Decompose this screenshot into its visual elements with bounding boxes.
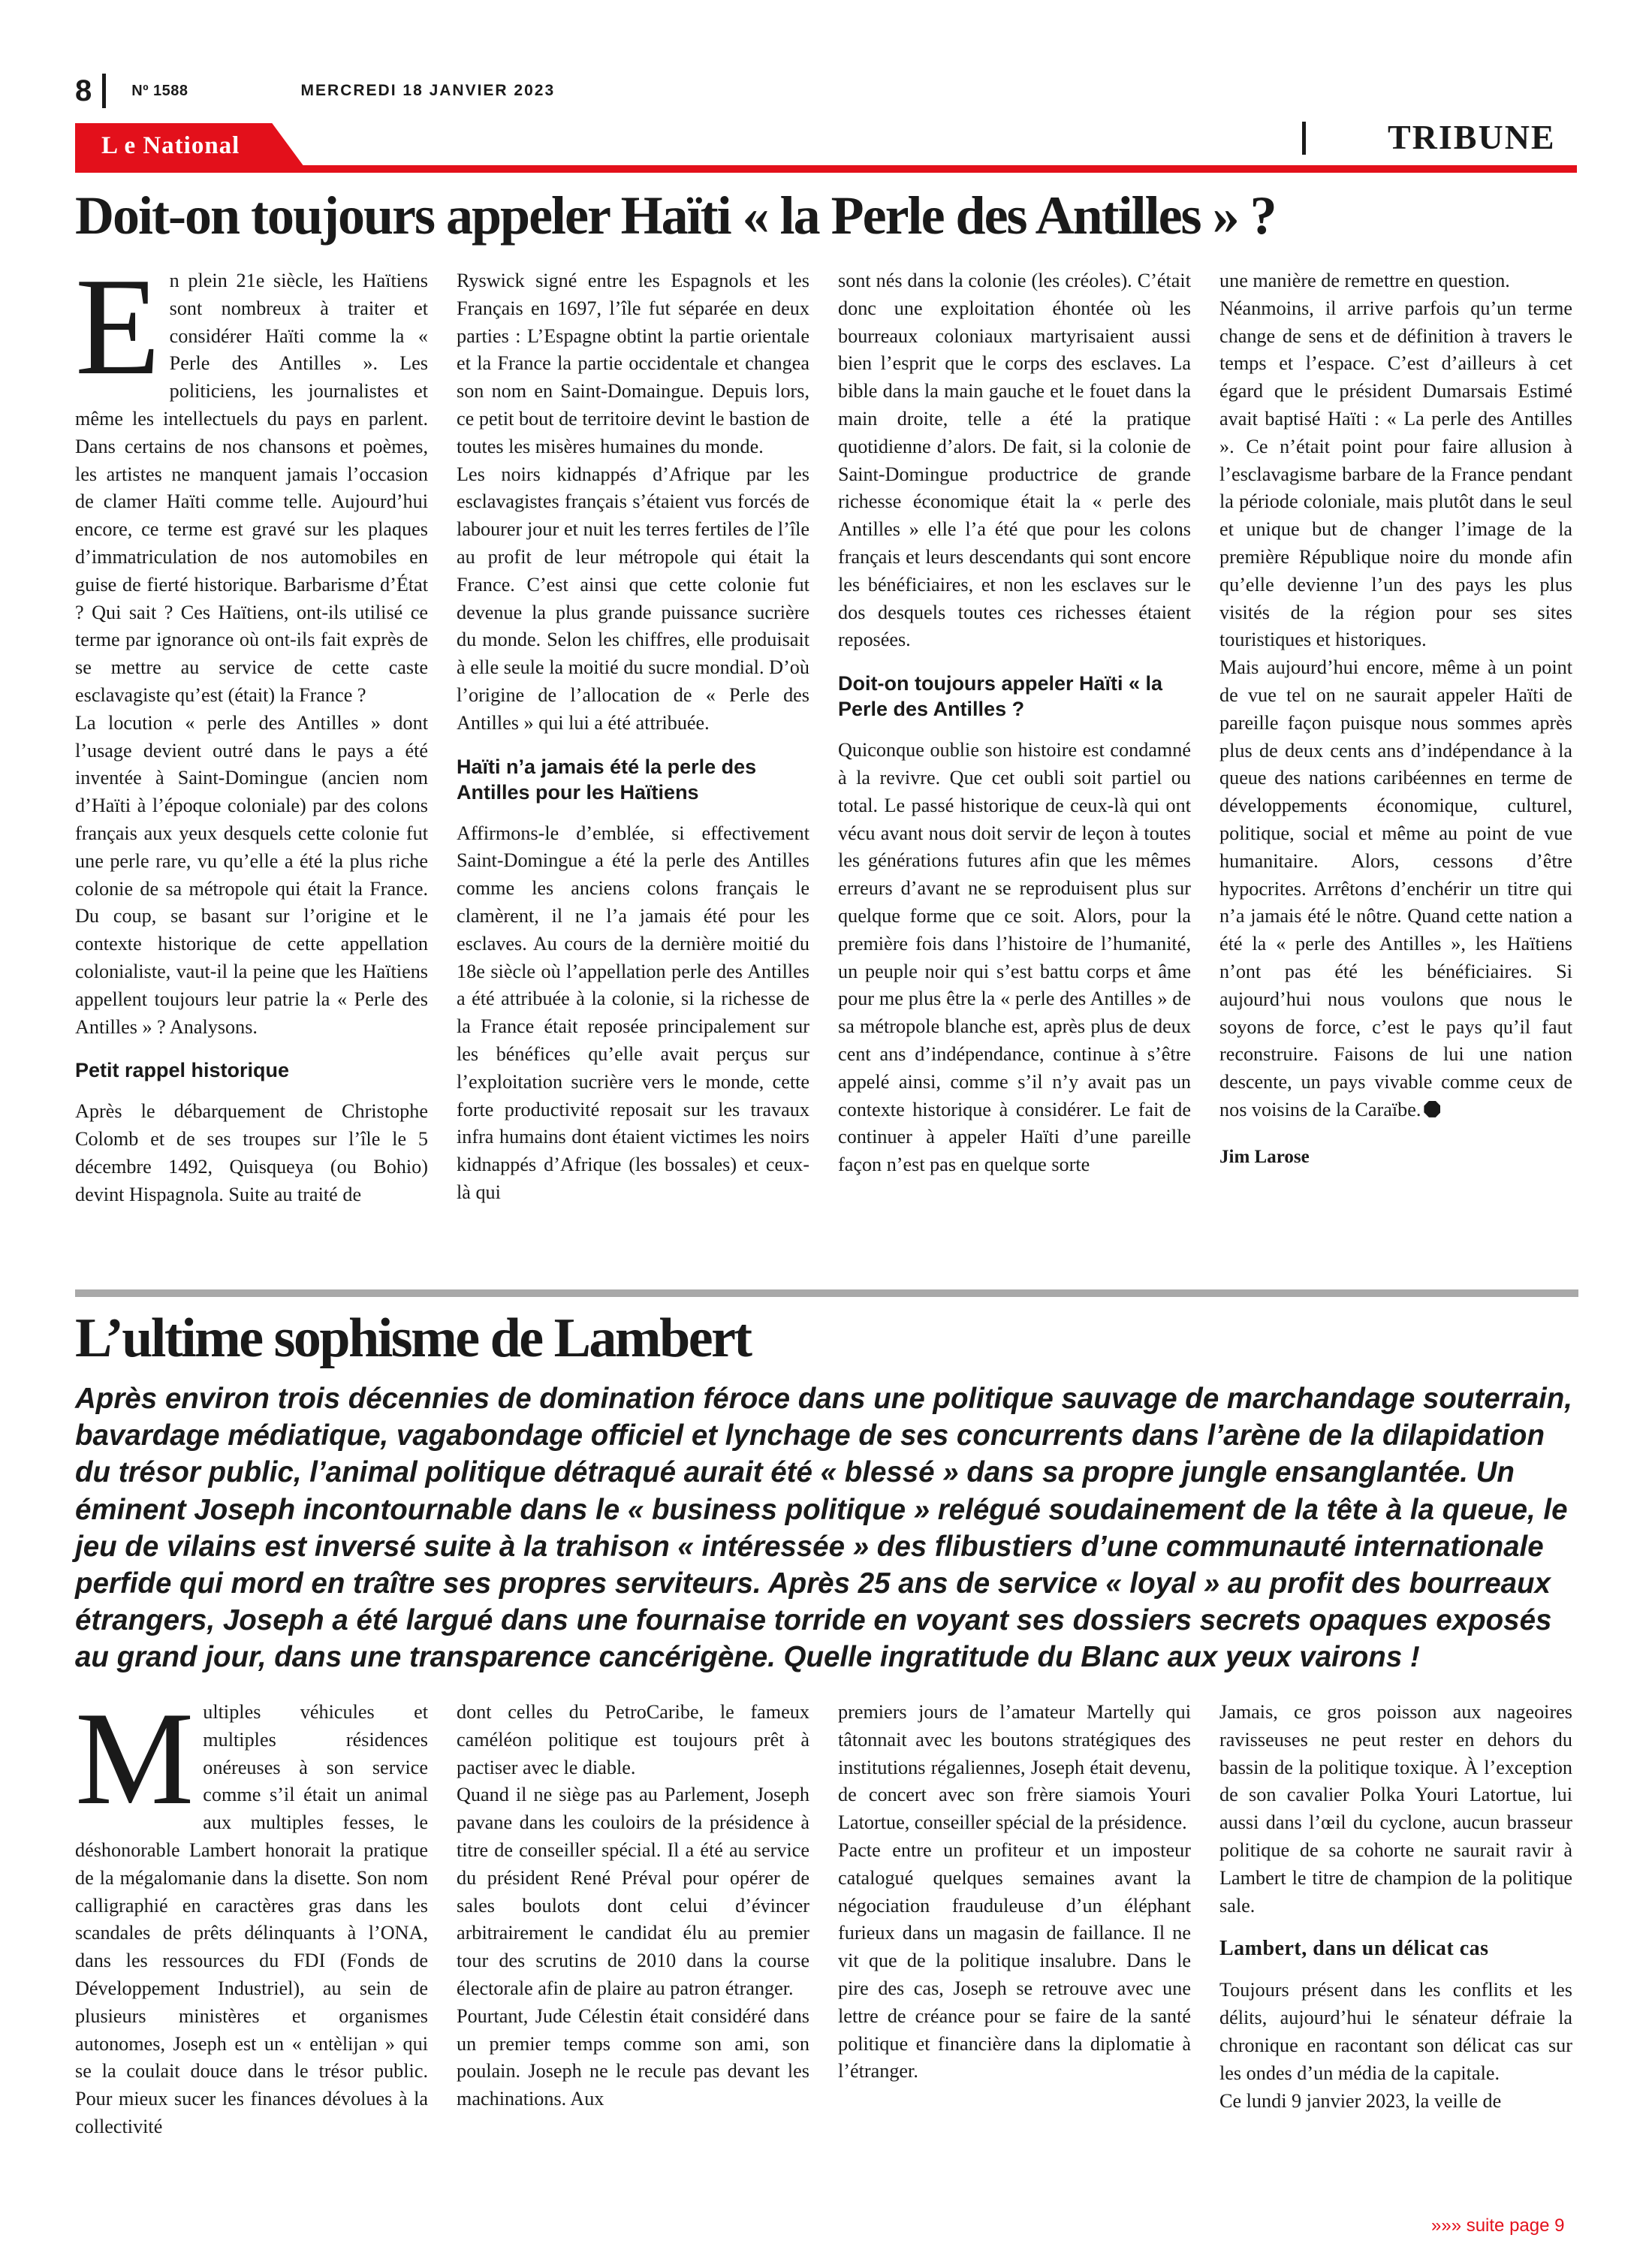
header-divider bbox=[102, 74, 106, 108]
header-rule bbox=[75, 165, 1577, 173]
article2-column-2 bbox=[457, 1699, 809, 2217]
article1-column-1 bbox=[75, 267, 428, 1259]
paragraph-text: n plein 21e siècle, les Haïtiens sont nombreux à traiter et considérer Haïti comme la « Perle des Antilles ». Les politiciens, les journalistes et même les intellectuels du pays en parlent. Dans certains de nos chansons et poèmes, les artistes ne manquent jamais l’occasion de clamer Haïti comme telle. Aujourd’hui encore, ce terme est gravé sur les plaques d’immatriculation de nos automobiles en guise de fierté historique. Barbarisme d’État ? Qui sait ? Ces Haïtiens, ont-ils utilisé ce terme par ignorance où ont-ils fait exprès de se mettre au service de cette caste esclavagiste qu’est (était) la France ? bbox=[75, 270, 428, 706]
article2-paragraph: Pacte entre un profiteur et un imposteur catalogué quelques semaines avant la négociation frauduleuse d’un éléphant furieux dans un magasin de faillance. Il ne vit que de la politique insalubre. Dans le pire des cas, Joseph se retrouve avec une lettre de créance pour se faire de la santé politique et financière dans la diplomatie à l’étranger. bbox=[838, 1838, 1191, 2083]
newspaper-brand: L e National bbox=[101, 132, 240, 159]
article2-subheading: Lambert, dans un délicat cas bbox=[1219, 1937, 1489, 1961]
article1-paragraph bbox=[1219, 654, 1572, 1124]
article1-paragraph bbox=[75, 267, 428, 710]
continued-link[interactable]: »»» suite page 9 bbox=[1431, 2215, 1565, 2236]
article1-subheading: Haïti n’a jamais été la perle des Antilles pour les Haïtiens bbox=[457, 755, 757, 804]
issue-number: Nº 1588 bbox=[131, 82, 188, 99]
article1-paragraph: Affirmons-le d’emblée, si effectivement Saint-Domingue a été la perle des Antilles comme les anciens colons français le clamèrent, il ne l’a jamais été pour les esclaves. Au cours de la dernière moitié du 18e siècle où l’appellation perle des Antilles a été attribuée à la colonie, si la richesse de la France était reposée principalement sur les bénéfices qu’elle avait perçus sur l’exploitation sucrière vers le monde, cette forte productivité reposait sur les travaux infra humains dont étaient victimes les noirs kidnappés d’Afrique (les bossales) et ceux-là qui bbox=[457, 822, 809, 1203]
drop-cap: M bbox=[75, 1699, 194, 1832]
paragraph-text: ultiples véhicules et multiples résidences onéreuses à son service comme s’il était un animal aux multiples fesses, le déshonorable Lambert honorait la pratique de la mégalomanie dans la disette. Son nom calligraphié en caractères gras dans les scandales de prêts délinquants à l’ONA, dans les ressources du FDI (Fonds de Développement Industriel), au sein de plusieurs ministères et organismes autonomes, Joseph est un « entèlijan » qui se la coulait douce dans le trésor public. Pour mieux sucer les finances dévolues à la collectivité bbox=[75, 1701, 428, 2137]
article1-paragraph: Les noirs kidnappés d’Afrique par les esclavagistes français s’étaient vus forcés de labourer jour et nuit les terres fertiles de l’île au profit de leur métropole qui était la France. C’est ainsi que cette colonie fut devenue la plus grande puissance sucrière du monde. Selon les chiffres, elle produisait à elle seule la moitié du sucre mondial. D’où l’origine de l’allocation de « Perle des Antilles » qui lui a été attribuée. bbox=[457, 463, 809, 734]
article1-author: Jim Larose bbox=[1219, 1146, 1310, 1167]
article2-lead: Après environ trois décennies de domination féroce dans une politique sauvage de marchandage souterrain, bavardage médiatique, vagabondage officiel et lynchage de ses concurrents dans l’arène de la dilapidation du trésor public, l’animal politique détraqué aurait été « blessé » dans sa propre jungle ensanglantée. Un éminent Joseph incontournable dans le « business politique » relégué soudainement de la tête à la queue, le jeu de vilains est inversé suite à la trahison « intéressée » des flibustiers d’une communauté internationale perfide qui mord en traître ses propres serviteurs. Après 25 ans de service « loyal » au profit des bourreaux étrangers, Joseph a été largué dans une fournaise torride en voyant ses dossiers secrets opaques exposés au grand jour, dans une transparence cancérigène. Quelle ingratitude du Blanc aux yeux vairons ! bbox=[75, 1383, 1572, 1674]
article1-paragraph: une manière de remettre en question. bbox=[1219, 270, 1510, 291]
article1-column-3 bbox=[838, 267, 1191, 1259]
article2-column-3 bbox=[838, 1699, 1191, 2217]
article2-paragraph: Ce lundi 9 janvier 2023, la veille de bbox=[1219, 2089, 1502, 2112]
article1-paragraph: sont nés dans la colonie (les créoles). C’était donc une exploitation éhontée où les bourreaux coloniaux martyrisaient aussi bien l’esprit que le corps des esclaves. La bible dans la main gauche et le fouet dans la main droite, telle a été la pratique quotidienne d’alors. De fait, si la colonie de Saint-Domingue productrice de grande richesse économique était la « perle des Antilles » elle l’a été que pour les colons français et leurs descendants qui sont encore les bénéficiaires, et non les esclaves sur le dos desquels toutes ces richesses étaient reposées. bbox=[838, 270, 1191, 651]
article1-subheading: Doit-on toujours appeler Haïti « la Perle des Antilles ? bbox=[838, 672, 1163, 721]
page-number: 8 bbox=[75, 74, 92, 107]
article2-paragraph: Jamais, ce gros poisson aux nageoires ravisseuses ne peut rester en dehors du bassin de la politique toxique. À l’exception de son cavalier Polka Youri Latortue, lui aussi dans l’œil du cyclone, aucun brasseur politique de sa cohorte ne saurait ravir à Lambert le titre de champion de la politique sale. bbox=[1219, 1701, 1572, 1917]
article2-paragraph: dont celles du PetroCaribe, le fameux caméléon politique est toujours prêt à pactiser avec le diable. bbox=[457, 1701, 809, 1778]
article2-column-4 bbox=[1219, 1699, 1572, 2217]
end-mark-icon bbox=[1424, 1101, 1440, 1117]
article1-paragraph: Ryswick signé entre les Espagnols et les Français en 1697, l’île fut séparée en deux parties : L’Espagne obtint la partie orientale et la France la partie occidentale et changea son nom en Saint-Domaingue. Depuis lors, ce petit bout de territoire devint le bastion de toutes les misères humaines du monde. bbox=[457, 270, 809, 457]
article2-paragraph: Toujours présent dans les conflits et les délits, aujourd’hui le sénateur défraie la chronique en racontant son délicat cas sur les ondes d’un média de la capitale. bbox=[1219, 1979, 1572, 2084]
drop-cap: E bbox=[75, 267, 161, 404]
article1-body bbox=[75, 267, 1578, 1259]
article2-paragraph: Quand il ne siège pas au Parlement, Joseph pavane dans les couloirs de la présidence à titre de conseiller spécial. Il a été au service du président René Préval pour opérer de sales boulots dont celui d’évincer arbitrairement le candidat élu au premier tour des scrutins de 2010 dans la course électorale afin de plaire au patron étranger. bbox=[457, 1784, 809, 1999]
paragraph-text: Mais aujourd’hui encore, même à un point de vue tel on ne saurait appeler Haïti de pareille façon puisque nous sommes après plus de deux cents ans d’indépendance à la queue des nations caribéennes en terme de développements économique, culturel, politique, social et même au point de vue humanitaire. Alors, cessons d’être hypocrites. Arrêtons d’enchérir un titre qui n’a jamais été le nôtre. Quand cette nation a été la « perle des Antilles », les Haïtiens n’ont pas été les bénéficiaires. Si aujourd’hui nous voulons que nous le soyons de force, c’est le pays qu’il faut reconstruire. Faisons de lui une nation descente, un pays vivable comme ceux de nos voisins de la Caraïbe. bbox=[1219, 656, 1572, 1120]
section-name: TRIBUNE bbox=[1388, 118, 1556, 156]
article1-headline: Doit-on toujours appeler Haïti « la Perle des Antilles » ? bbox=[75, 185, 1276, 246]
article1-column-2 bbox=[457, 267, 809, 1259]
article2-paragraph: Pourtant, Jude Célestin était considéré dans un premier temps comme son ami, son poulain. Joseph ne le recule pas devant les machinations. Aux bbox=[457, 2004, 809, 2110]
article1-subheading: Petit rappel historique bbox=[75, 1059, 290, 1082]
publication-date: MERCREDI 18 JANVIER 2023 bbox=[300, 82, 556, 99]
article2-headline: L’ultime sophisme de Lambert bbox=[75, 1307, 751, 1369]
article2-body bbox=[75, 1699, 1578, 2217]
article-divider bbox=[75, 1289, 1578, 1297]
article1-column-4 bbox=[1219, 267, 1572, 1259]
article1-paragraph: La locution « perle des Antilles » dont l’usage devient outré dans le pays a été inventée à Saint-Domingue (ancien nom d’Haïti à l’époque coloniale) par des colons français aux yeux desquels cette colonie fut une perle rare, vu qu’elle a été la plus riche colonie de sa métropole qui était la France. Du coup, se basant sur l’origine et le contexte historique de cette appellation colonialiste, vaut-il la peine que les Haïtiens appellent toujours leur patrie la « Perle des Antilles » ? Analysons. bbox=[75, 711, 428, 1038]
article2-column-1 bbox=[75, 1699, 428, 2217]
article1-paragraph: Après le débarquement de Christophe Colomb et de ses troupes sur l’île le 5 décembre 1492, Quisqueya (ou Bohio) devint Hispagnola. Suite au traité de bbox=[75, 1100, 428, 1205]
section-divider bbox=[1302, 122, 1306, 155]
article1-paragraph: Quiconque oublie son histoire est condamné à la revivre. Que cet oubli soit partiel ou total. Le passé historique de ceux-là qui ont vécu avant nous doit servir de leçon à toutes les générations futures afin que les mêmes erreurs d’avant ne se reproduisent plus sur quelque forme que ce soit. Alors, pour la première fois dans l’histoire de l’humanité, un peuple noir qui s’est battu corps et âme pour me plus être la « perle des Antilles » de sa métropole blanche est, après plus de deux cent ans d’indépendance, continue à s’être appelé ainsi, comme s’il n’y avait pas un contexte historique à considérer. Le fait de continuer à appeler Haïti d’une pareille façon n’est pas en quelque sorte bbox=[838, 739, 1191, 1176]
article2-paragraph bbox=[75, 1699, 428, 2141]
article2-paragraph: premiers jours de l’amateur Martelly qui tâtonnait avec les boutons stratégiques des institutions régaliennes, Joseph était devenu, de concert avec son frère siamois Youri Latortue, conseiller spécial de la présidence. bbox=[838, 1701, 1191, 1834]
article1-paragraph: Néanmoins, il arrive parfois qu’un terme change de sens et de définition à travers le temps et l’espace. C’est d’ailleurs à cet égard que le président Dumarsais Estimé avait baptisé Haïti : « La perle des Antilles ». Ce n’était point pour faire allusion à l’esclavagisme barbare de la France pendant la période coloniale, mais plutôt dans le seul et unique but de changer l’image de la première République noire du monde afin qu’elle devienne l’un des pays les plus visités de la région pour ses sites touristiques et historiques. bbox=[1219, 297, 1572, 651]
page-header bbox=[75, 72, 555, 110]
